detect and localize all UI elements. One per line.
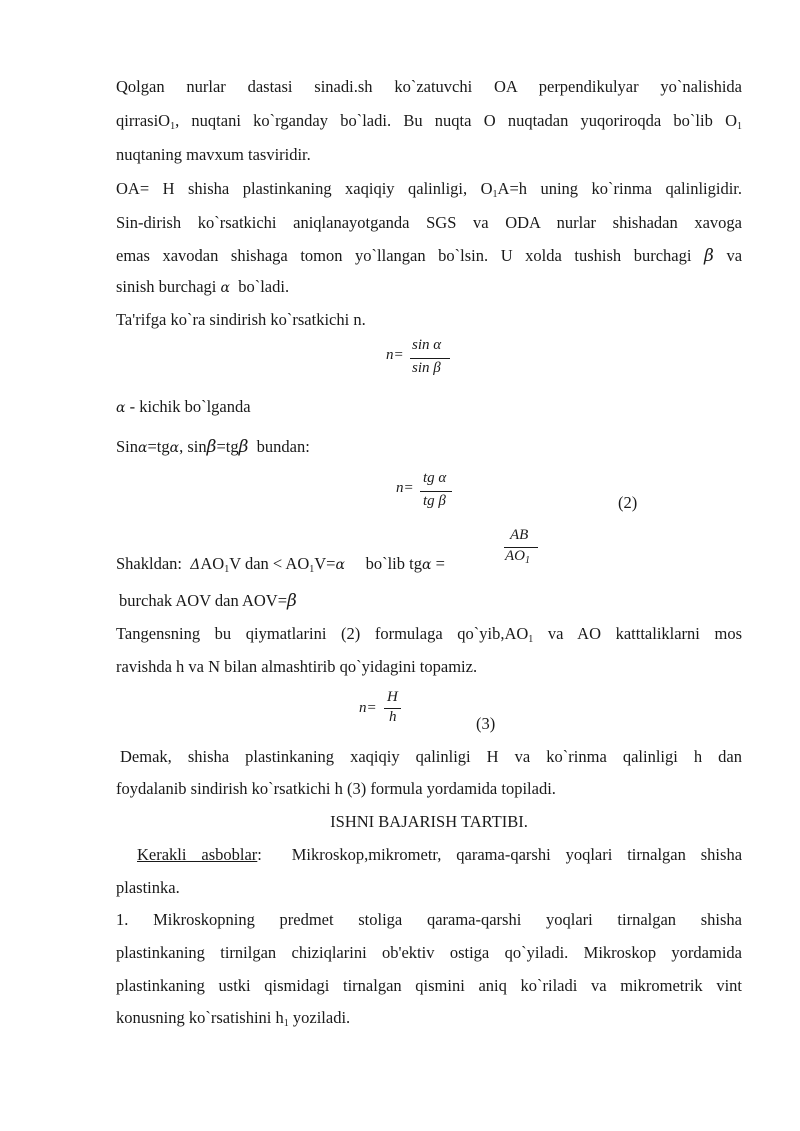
text: bo`lib tg	[365, 554, 422, 573]
fraction-denominator: h	[389, 709, 397, 725]
text: Mikroskop,mikrometr, qarama-qarshi yoqlari tirnalgan shisha	[291, 845, 743, 864]
text-line	[116, 778, 742, 800]
text: =	[435, 554, 445, 573]
equipment-label: Kerakli asboblar	[137, 845, 258, 864]
text-line	[116, 942, 742, 964]
text-line	[116, 909, 742, 931]
beta-symbol: β	[238, 437, 249, 457]
text: burchak AOV dan AOV=	[119, 591, 288, 610]
fraction-numerator: AB	[510, 527, 529, 543]
text: ISHNI BAJARISH TARTIBI.	[330, 812, 528, 831]
text-line	[116, 396, 742, 419]
subscript: 1	[528, 634, 534, 645]
text: 1. Mikroskopning predmet stoliga qarama-qarshi yoqlari tirnalgan shisha	[116, 910, 742, 929]
formula-lhs: n=	[359, 700, 377, 716]
text: va	[726, 246, 743, 265]
text-line	[116, 276, 742, 299]
subscript: 1	[309, 564, 315, 575]
text: Demak, shisha plastinkaning xaqiqiy qalinligi H va ko`rinma qalinligi h dan	[120, 747, 742, 766]
text-line	[116, 144, 742, 166]
fraction-denominator: AO	[505, 548, 525, 564]
text: Qolgan nurlar dastasi sinadi.sh ko`zatuvchi OA perpendikulyar yo`nalishida	[116, 77, 742, 96]
text: =tg	[216, 437, 239, 456]
text: =tg	[147, 437, 170, 456]
text: Sin	[116, 437, 139, 456]
formula-lhs: n=	[386, 347, 404, 363]
beta-symbol: β	[206, 437, 217, 457]
text: nuqtaning mavxum tasviridir.	[116, 145, 311, 164]
alpha-symbol: α	[335, 557, 345, 573]
fraction-numerator: tg α	[423, 470, 447, 486]
equation-number: (2)	[618, 493, 638, 512]
alpha-symbol: α	[421, 557, 432, 573]
text: - kichik bo`lganda	[129, 397, 251, 416]
text: ravishda h va N bilan almashtirib qo`yidagini topamiz.	[116, 657, 478, 676]
subscript: 1	[170, 121, 176, 132]
fraction-denominator: tg β	[423, 493, 446, 509]
text: Tangensning bu qiymatlarini (2) formulaga qo`yib,AO	[116, 624, 529, 643]
text-line	[116, 436, 742, 459]
text-line	[116, 110, 742, 132]
text: bo`ladi.	[238, 277, 290, 296]
fraction-numerator: H	[387, 689, 398, 705]
fraction-denominator: sin β	[412, 360, 441, 376]
text: Ta'rifga ko`ra sindirish ko`rsatkichi n.	[116, 310, 366, 329]
text-line	[116, 1007, 742, 1029]
alpha-symbol: α	[169, 440, 180, 456]
text: bundan:	[256, 437, 310, 456]
text: foydalanib sindirish ko`rsatkichi h (3) formula yordamida topiladi.	[116, 779, 556, 798]
text: plastinkaning tirnilgan chiziqlarini ob'ektiv ostiga qo`yiladi. Mikroskop yordamida	[116, 943, 742, 962]
text: , nuqtani ko`rganday bo`ladi. Bu nuqta O nuqtadan yuqoriroqda bo`lib O	[175, 111, 737, 130]
alpha-symbol: α	[116, 400, 126, 416]
beta-symbol: β	[287, 591, 297, 611]
text-line	[116, 623, 742, 645]
text: qirrasiO	[116, 111, 171, 130]
subscript: 1	[492, 189, 498, 200]
text: V dan < AO	[229, 554, 310, 573]
subscript: 1	[224, 564, 230, 575]
text-line	[116, 877, 742, 899]
fraction-bar	[410, 358, 450, 359]
text-line	[116, 656, 742, 678]
text: , sin	[179, 437, 207, 456]
text-line	[116, 76, 742, 98]
text-line	[116, 975, 742, 997]
text: emas xavodan shishaga tomon yo`llangan bo`lsin. U xolda tushish burchagi	[116, 246, 692, 265]
text: yoziladi.	[288, 1008, 351, 1027]
subscript: 1	[525, 555, 530, 566]
text-line	[120, 746, 742, 768]
text: plastinkaning ustki qismidagi tirnalgan qismini aniq ko`riladi va mikrometrik vint	[116, 976, 742, 995]
text-line	[116, 309, 742, 331]
fraction-bar	[420, 491, 452, 492]
text-line	[137, 844, 742, 866]
text: plastinka.	[116, 878, 180, 897]
text-line	[116, 178, 742, 200]
beta-symbol: β	[704, 246, 714, 266]
text: Sin-dirish ko`rsatkichi aniqlanayotganda SGS va ODA nurlar shishadan xavoga	[116, 213, 742, 232]
text-line	[119, 590, 297, 612]
text-line	[116, 553, 445, 576]
text: V=	[314, 554, 336, 573]
text: va AO katttaliklarni mos	[533, 624, 742, 643]
alpha-symbol: α	[138, 440, 148, 456]
text: AO	[200, 554, 225, 573]
alpha-symbol: α	[220, 280, 230, 296]
subscript: 1	[283, 1018, 289, 1029]
text: Shakldan:	[116, 554, 182, 573]
formula-lhs: n=	[396, 480, 414, 496]
text: A=h uning ko`rinma qalinligidir.	[497, 179, 742, 198]
text: OA= H shisha plastinkaning xaqiqiy qalinligi, O	[116, 179, 493, 198]
text-line	[116, 212, 742, 234]
text: konusning ko`rsatishini h	[116, 1008, 284, 1027]
text-line	[116, 245, 742, 267]
text: :	[257, 845, 262, 864]
equation-number: (3)	[476, 714, 496, 733]
section-title	[116, 811, 742, 833]
text: sinish burchagi	[116, 277, 217, 296]
fraction-numerator: sin α	[412, 337, 442, 353]
triangle-symbol: Δ	[190, 557, 201, 573]
subscript: 1	[737, 121, 742, 132]
